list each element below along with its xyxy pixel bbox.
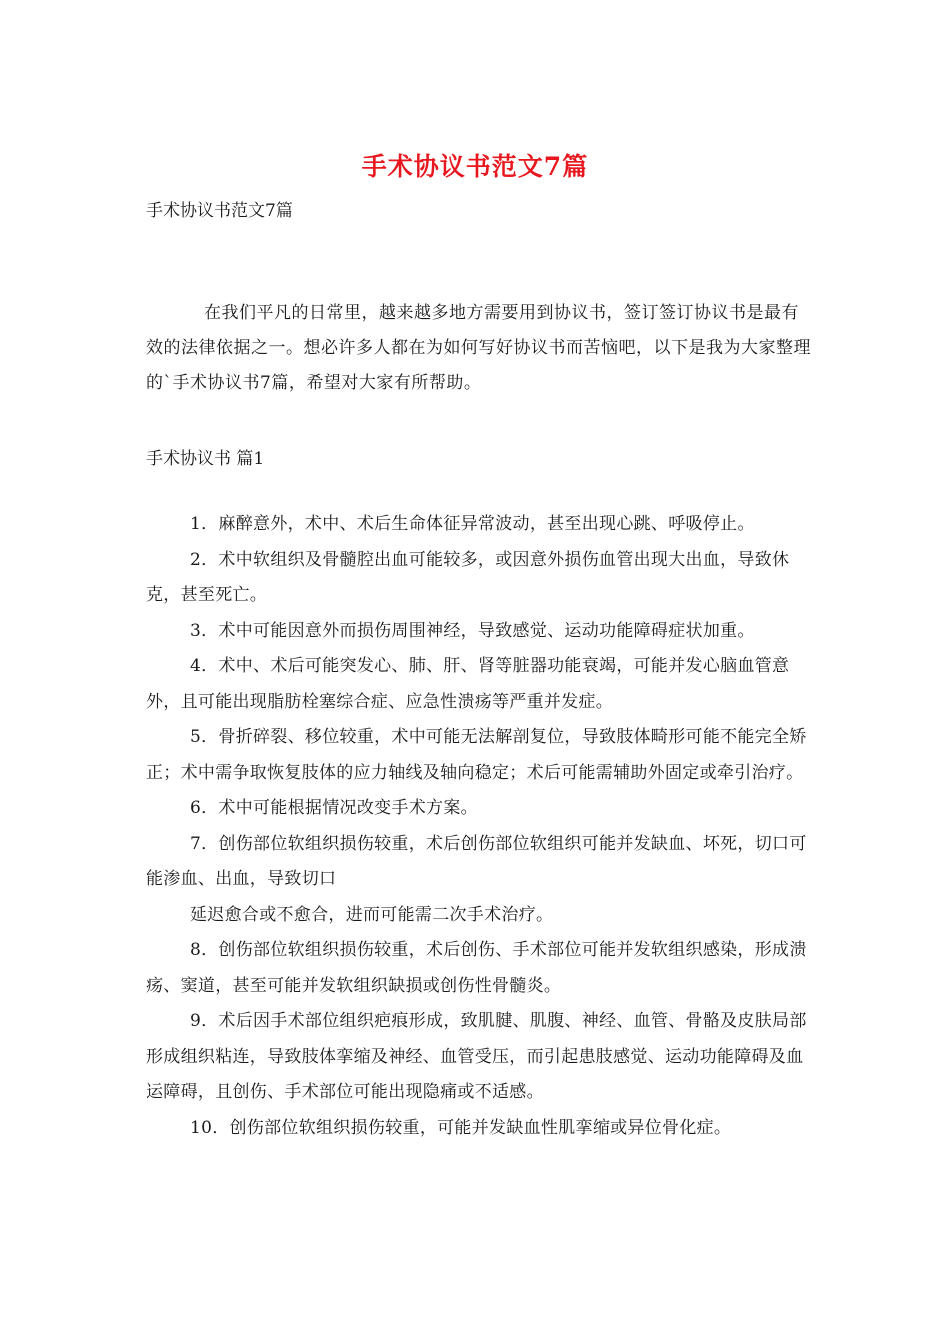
document-title: 手术协议书范文7篇 — [361, 152, 589, 181]
list-item: 8．创伤部位软组织损伤较重，术后创伤、手术部位可能并发软组织感染，形成溃疡、窦道，甚至可能并发软组织缺损或创伤性骨髓炎。 — [146, 940, 807, 996]
list-item: 10．创伤部位软组织损伤较重，可能并发缺血性肌挛缩或异位骨化症。 — [190, 1117, 732, 1138]
list-item-continuation: 延迟愈合或不愈合，进而可能需二次手术治疗。 — [190, 904, 554, 925]
document-subtitle: 手术协议书范文7篇 — [146, 201, 293, 221]
clause-list — [146, 507, 816, 1146]
list-item: 3．术中可能因意外而损伤周围神经，导致感觉、运动功能障碍症状加重。 — [190, 620, 755, 641]
intro-paragraph: 在我们平凡的日常里，越来越多地方需要用到协议书，签订签订协议书是最有效的法律依据之一。想必许多人都在为如何写好协议书而苦恼吧，以下是我为大家整理的`手术协议书7篇，希望对大家有所帮助。 — [146, 303, 811, 393]
list-item: 7．创伤部位软组织损伤较重，术后创伤部位软组织可能并发缺血、坏死，切口可能渗血、出血，导致切口 — [146, 833, 807, 889]
list-item: 5．骨折碎裂、移位较重，术中可能无法解剖复位，导致肢体畸形可能不能完全矫正；术中需争取恢复肢体的应力轴线及轴向稳定；术后可能需辅助外固定或牵引治疗。 — [146, 727, 807, 783]
list-item: 1．麻醉意外，术中、术后生命体征异常波动，甚至出现心跳、呼吸停止。 — [190, 514, 755, 534]
list-item: 9．术后因手术部位组织疤痕形成，致肌腱、肌腹、神经、血管、骨骼及皮肤局部形成组织粘连，导致肢体挛缩及神经、血管受压，而引起患肢感觉、运动功能障碍及血运障碍，且创伤、手术部位可能出现隐痛或不适感。 — [146, 1011, 807, 1102]
list-item: 6．术中可能根据情况改变手术方案。 — [190, 798, 478, 818]
list-item: 2．术中软组织及骨髓腔出血可能较多，或因意外损伤血管出现大出血，导致休克，甚至死亡。 — [146, 549, 790, 605]
section-heading: 手术协议书 篇1 — [146, 449, 265, 469]
list-item: 4．术中、术后可能突发心、肺、肝、肾等脏器功能衰竭，可能并发心脑血管意外，且可能出现脂肪栓塞综合症、应急性溃疡等严重并发症。 — [146, 656, 790, 712]
